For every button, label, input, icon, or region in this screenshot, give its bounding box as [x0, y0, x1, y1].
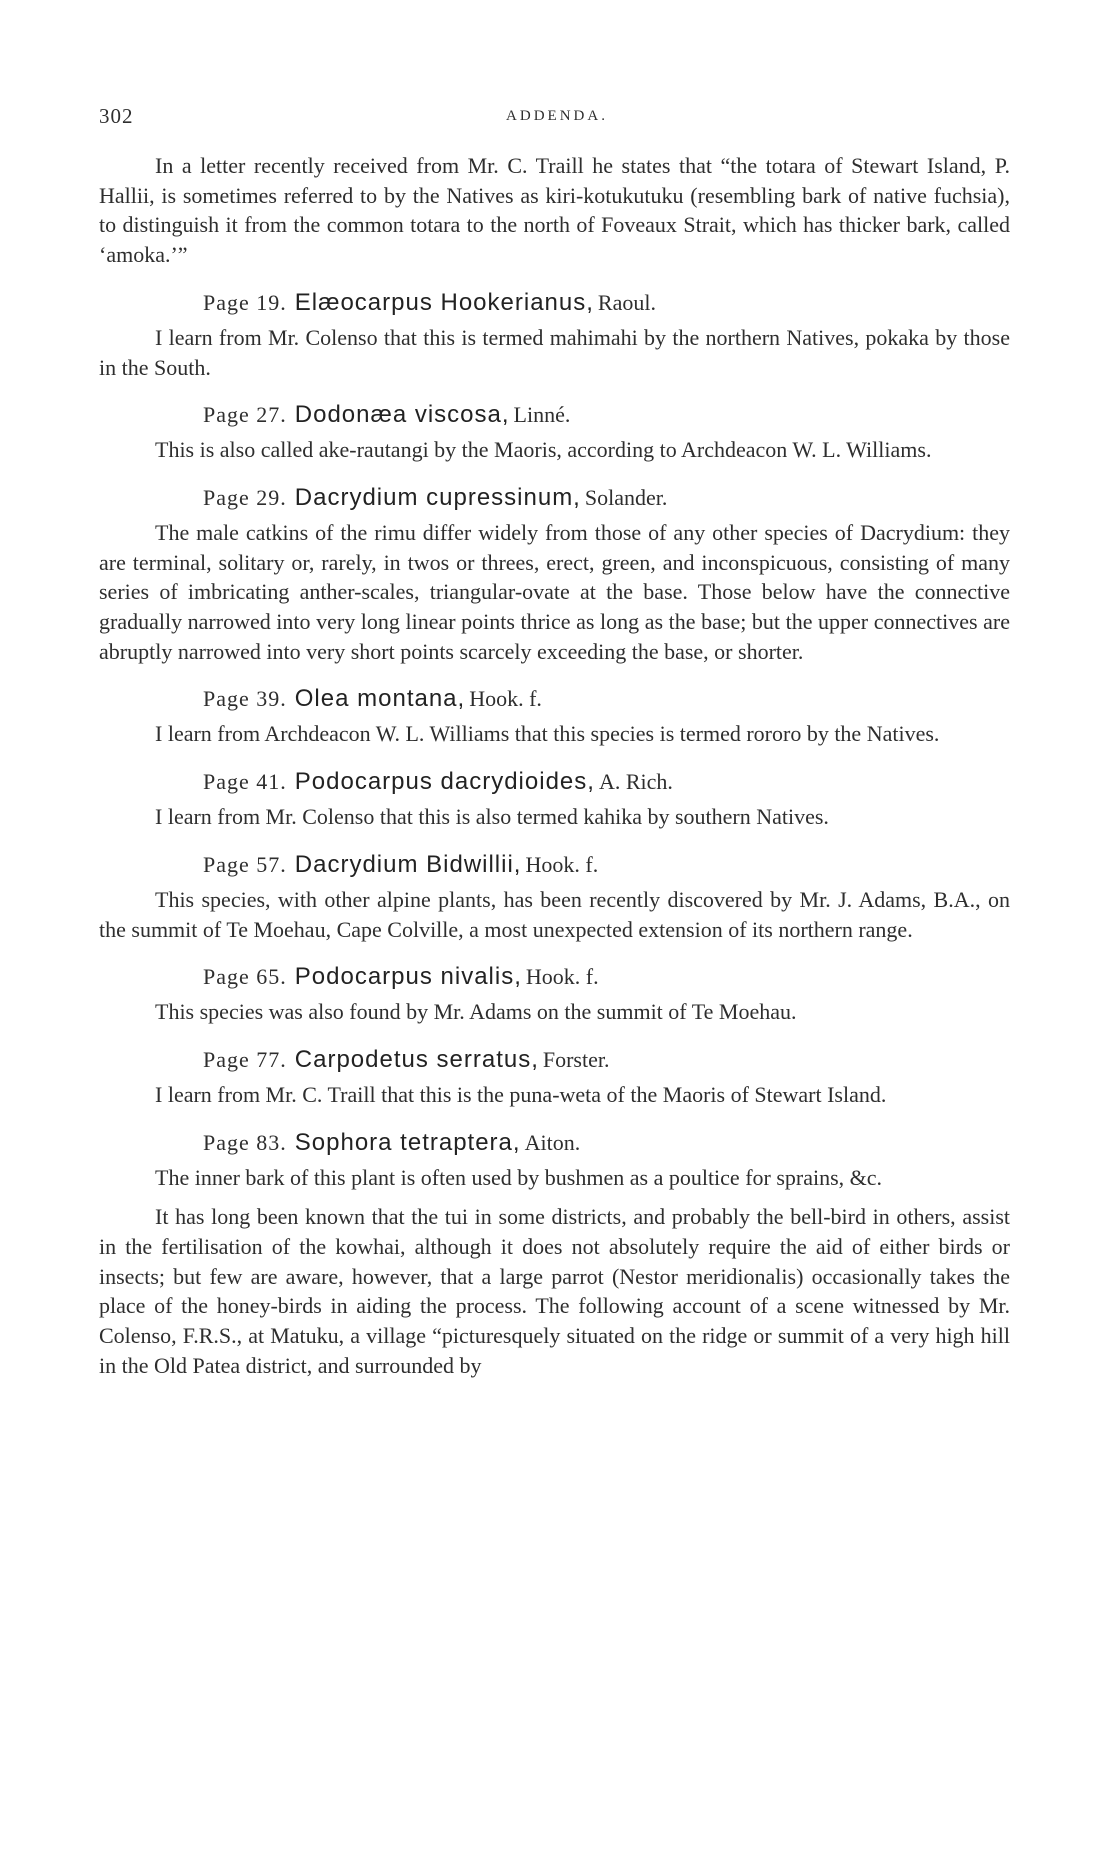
entry-page-ref: Page 29. — [203, 484, 287, 510]
species-authority: Hook. f. — [469, 686, 542, 712]
entry-text: I learn from Archdeacon W. L. Williams that this species is termed rororo by the Natives. — [155, 721, 940, 747]
entry-text: The inner bark of this plant is often used by bushmen as a poultice for sprains, &c. — [155, 1164, 883, 1190]
entry-carpodetus — [99, 1045, 1010, 1110]
species-name: Dacrydium Bidwillii, — [294, 850, 522, 878]
species-name: Dacrydium cupressinum, — [294, 483, 581, 511]
closing-paragraph: It has long been known that the tui in some districts, and probably the bell-bird in others, assist in the fertilisation of the kowhai, although it does not absolutely require the aid of either birds or insects; but few are aware, however, that a large parrot (Nestor meridionalis) occasionally takes the place of the honey-birds in aiding the process. The following account of a scene witnessed by Mr. Colenso, F.R.S., at Matuku, a village “picturesquely situated on the ridge or summit of a very high hill in the Old Patea district, and surrounded by — [99, 1204, 1010, 1378]
entry-olea — [99, 684, 1010, 749]
entry-heading — [99, 684, 1010, 714]
entry-heading — [99, 962, 1010, 992]
species-authority: Raoul. — [597, 289, 656, 315]
entry-elaeocarpus — [99, 288, 1010, 382]
entry-sophora — [99, 1128, 1010, 1193]
entry-page-ref: Page 83. — [203, 1129, 287, 1155]
entry-podocarpus-nivalis — [99, 962, 1010, 1027]
entry-page-ref: Page 27. — [203, 402, 287, 428]
entry-page-ref: Page 77. — [203, 1046, 287, 1072]
page-number: 302 — [99, 104, 134, 128]
entry-dacrydium-bidwillii — [99, 850, 1010, 944]
species-authority: A. Rich. — [598, 769, 673, 795]
entry-text: The male catkins of the rimu differ widely from those of any other species of Dacrydium: they are terminal, solitary or, rarely, in twos or threes, erect, green, and inconspicuous, consisting of many series of imbricating anther-scales, triangular-ovate at the base. Those below have the connective gradually narrowed into very long linear points thrice as long as the base; but the upper connectives are abruptly narrowed into very short points scarcely exceeding the base, or shorter. — [99, 519, 1010, 664]
species-authority: Hook. f. — [525, 964, 599, 990]
species-authority: Aiton. — [524, 1129, 581, 1155]
entry-heading — [99, 288, 1010, 318]
intro-paragraph: In a letter recently received from Mr. C. Traill he states that “the totara of Stewart Island, P. Hallii, is sometimes referred to by the Natives as kiri-kotukutuku (resembling bark of native fuchsia), to distinguish it from the common totara to the north of Foveaux Strait, which has thicker bark, called ‘amoka.’” — [99, 153, 1010, 268]
entry-page-ref: Page 65. — [203, 964, 287, 990]
entry-heading — [99, 1128, 1010, 1158]
species-authority: Linné. — [513, 402, 571, 428]
running-title: ADDENDA. — [506, 108, 608, 124]
entry-heading — [99, 1045, 1010, 1075]
species-authority: Solander. — [584, 484, 668, 510]
species-authority: Hook. f. — [525, 851, 599, 877]
species-name: Carpodetus serratus, — [294, 1045, 539, 1073]
entry-heading — [99, 850, 1010, 880]
entry-page-ref: Page 19. — [203, 289, 287, 315]
species-name: Dodonæa viscosa, — [294, 401, 510, 429]
entry-text: This species, with other alpine plants, has been recently discovered by Mr. J. Adams, B.A., on the summit of Te Moehau, Cape Colville, a most unexpected extension of its northern range. — [99, 886, 1010, 942]
page-header — [99, 104, 1015, 134]
entry-page-ref: Page 39. — [203, 686, 287, 712]
species-name: Podocarpus dacrydioides, — [294, 768, 595, 796]
entry-text: I learn from Mr. C. Traill that this is the puna-weta of the Maoris of Stewart Island. — [155, 1081, 887, 1107]
entry-text: This is also called ake-rautangi by the Maoris, according to Archdeacon W. L. Williams. — [155, 437, 932, 463]
species-name: Sophora tetraptera, — [294, 1128, 521, 1156]
entry-text: I learn from Mr. Colenso that this is termed mahimahi by the northern Natives, pokaka by those in the South. — [99, 324, 1010, 380]
species-name: Elæocarpus Hookerianus, — [294, 288, 594, 316]
entry-dacrydium-cupressinum — [99, 483, 1010, 667]
entry-heading — [99, 483, 1010, 513]
entry-heading — [99, 767, 1010, 797]
entry-page-ref: Page 41. — [203, 769, 287, 795]
species-authority: Forster. — [542, 1046, 610, 1072]
entry-text: I learn from Mr. Colenso that this is also termed kahika by southern Natives. — [155, 804, 829, 830]
entry-text: This species was also found by Mr. Adams on the summit of Te Moehau. — [155, 999, 797, 1025]
page-body — [99, 151, 1010, 1381]
species-name: Olea montana, — [294, 685, 466, 713]
paragraph-gap — [99, 1192, 1010, 1202]
species-name: Podocarpus nivalis, — [294, 963, 522, 991]
entry-dodonaea — [99, 400, 1010, 465]
entry-podocarpus-dacrydioides — [99, 767, 1010, 832]
entry-page-ref: Page 57. — [203, 851, 287, 877]
entry-heading — [99, 400, 1010, 430]
